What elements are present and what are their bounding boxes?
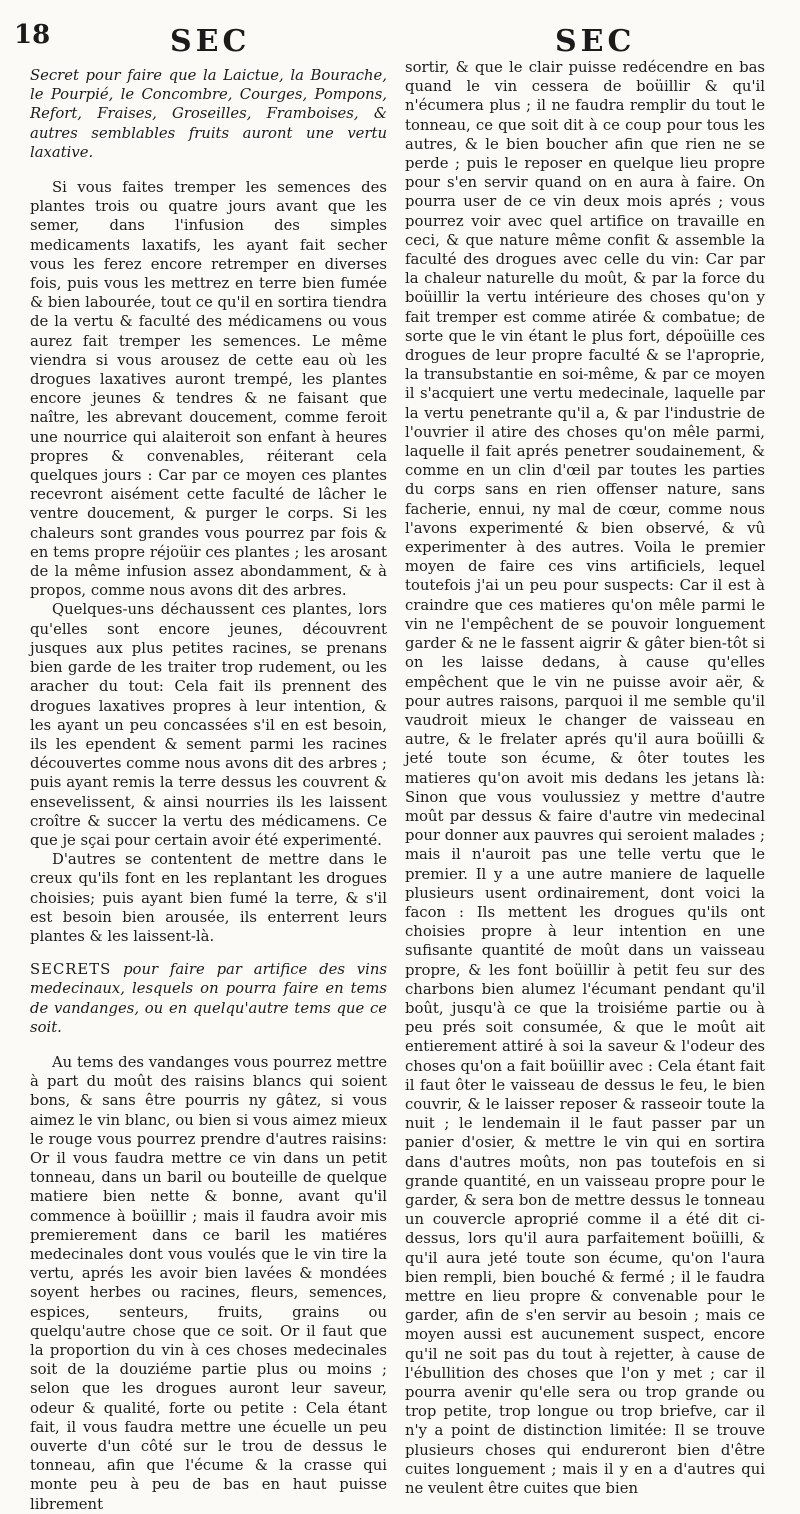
- section-heading-medicinal-wines: [30, 960, 387, 1037]
- paragraph: D'autres se contentent de mettre dans le creux qu'ils font en les replantant les drogues choisies; puis ayant bien fumé la terre, & s'il est besoin bien arousée, ils enterrent leurs plantes & les laissent-là.: [30, 851, 387, 945]
- right-column: [405, 58, 765, 1498]
- paragraph: sortir, & que le clair puisse redécendre en bas quand le vin cessera de boüillir & qu'il n'écumera plus ; il ne faudra remplir du tout le tonneau, ce que soit dit à ce coup pour tous les autres, & le bien boucher afin que rien ne se perde ; puis le reposer en quelque lieu propre pour s'en servir quand on en aura à faire. On pourra user de ce vin deux mois aprés ; vous pourrez voir avec quel artifice on travaille en ceci, & que nature même confit & assemble la faculté des drogues avec celle du vin: Car par la chaleur naturelle du moût, & par la force du boüillir la vertu intérieure des choses qu'on y fait tremper est comme atirée & combatue; de sorte que le vin étant le plus fort, dépoüille ces drogues de leur propre faculté & se l'aproprie, la transubstantie en soi-même, & par ce moyen il s'acquiert une vertu medecinale, laquelle par la vertu penetrante qu'il a, & par l'industrie de l'ouvrier il atire des choses qu'on mêle parmi, laquelle il fait aprés penetrer soudainement, & comme en un clin d'œil par toutes les parties du corps sans en rien offenser nature, sans facherie, ennui, ny mal de cœur, comme nous l'avons experimenté & bien observé, & vû experimenter à des autres. Voila le premier moyen de faire ces vins artificiels, lequel toutefois j'ai un peu pour suspects: Car il est à craindre que ces matieres qu'on mêle parmi le vin ne l'empêchent de se pouvoir longuement garder & ne le fassent aigrir & gâter bien-tôt si on les laisse dedans, à cause qu'elles empêchent que le vin ne puisse avoir aër, & pour autres raisons, parquoi il me semble qu'il vaudroit mieux le changer de vaisseau en autre, & le frelater aprés qu'il aura boüilli & jeté toute son écume, & ôter toutes les matieres qu'on avoit mis dedans les jetans là: Sinon que vous voulussiez y mettre d'autre moût par dessus & faire d'autre vin medecinal pour donner aux pauvres qui seroient malades ; mais il n'auroit pas une telle vertu que le premier. Il y a une autre maniere de laquelle plusieurs usent ordinairement, dont voici la facon : Ils mettent les drogues qu'ils ont choisies propre à leur intention en une sufisante quantité de moût dans un vaisseau propre, & les font boüillir à petit feu sur des charbons bien alumez l'écumant pendant qu'il boût, jusqu'à ce que la troisiéme partie ou à peu prés soit consumée, & que le moût ait entierement attiré à soi la saveur & l'odeur des choses qu'on a fait boüillir avec : Cela étant fait il faut ôter le vaisseau de dessus le feu, le bien couvrir, & le laisser reposer & rasseoir toute la nuit ; le lendemain il le faut passer par un panier d'osier, & mettre le vin qui en sortira dans d'autres moûts, non pas toutefois en si grande quantité, en un vaisseau propre pour le garder, & sera bon de mettre dessus le tonneau un couvercle aproprié comme il a été dit ci-dessus, lors qu'il aura parfaitement boüilli, & qu'il aura jeté toute son écume, qu'on l'aura bien rempli, bien bouché & fermé ; il le faudra mettre en lieu propre & convenable pour le garder, afin de s'en servir au besoin ; mais ce moyen aussi est aucunement suspect, encore qu'il ne soit pas du tout à rejetter, à cause de l'ébullition des choses que l'on y met ; car il pourra avenir qu'elle sera ou trop grande ou trop petite, trop longue ou trop briefve, car il n'y a point de distinction limitée: Il se trouve plusieurs choses qui endureront bien d'être cuites longuement ; mais il y en a d'autres qui ne veulent être cuites que bien: [405, 59, 765, 1498]
- paragraph: Si vous faites tremper les semences des plantes trois ou quatre jours avant que les semer, dans l'infusion des simples medicaments laxatifs, les ayant fait secher vous les ferez encore retremper en diverses fois, puis vous les mettrez en terre bien fumée & bien labourée, tout ce qu'il en sortira tiendra de la vertu & faculté des médicamens ou vous aurez fait tremper les semences. Le même viendra si vous arousez de cette eau où les drogues laxatives auront trempé, les plantes encore jeunes & tendres & ne faisant que naître, les abrevant doucement, comme feroit une nourrice qui alaiteroit son enfant à heures propres & convenables, réiterant cela quelques jours : Car par ce moyen ces plantes recevront aisément cette faculté de lâcher le ventre doucement, & purger le corps. Si les chaleurs sont grandes vous pourrez par fois & en tems propre réjoüir ces plantes ; les arosant de la même infusion assez abondamment, & à propos, comme nous avons dit des arbres.: [30, 179, 387, 600]
- heading-caps: SECRETS: [30, 961, 112, 979]
- section-heading-laxative-plants: Secret pour faire que la Laictue, la Bourache, le Pourpié, le Concombre, Courges, Pompons, Refort, Fraises, Groseilles, Framboises, & autres semblables fruits auront une vertu laxative.: [30, 67, 387, 161]
- heading-rest: pour faire par artifice des vins medecinaux, lesquels on pourra faire en tems de vandanges, ou en quelqu'autre tems que ce soit.: [30, 961, 387, 1036]
- left-column: [30, 66, 387, 1513]
- paragraph: Au tems des vandanges vous pourrez mettre à part du moût des raisins blancs qui soient bons, & sans être pourris ny gâtez, si vous aimez le vin blanc, ou bien si vous aimez mieux le rouge vous pourrez prendre d'autres raisins: Or il vous faudra mettre ce vin dans un petit tonneau, dans un baril ou bouteille de quelque matiere bien nette & bonne, avant qu'il commence à boüillir ; mais il faudra avoir mis premierement dans ce baril les matiéres medecinales dont vous voulés que le vin tire la vertu, aprés les avoir bien lavées & mondées soyent herbes ou racines, fleurs, semences, espices, senteurs, fruits, grains ou quelqu'autre chose que ce soit. Or il faut que la proportion du vin à ces choses medecinales soit de la douziéme partie plus ou moins ; selon que les drogues auront leur saveur, odeur & qualité, forte ou petite : Cela étant fait, il vous faudra mettre une écuelle un peu ouverte d'un côté sur le trou de dessus le tonneau, afin que l'écume & la crasse qui monte peu à peu de bas en haut puisse librement: [30, 1053, 387, 1513]
- right-running-head: SEC: [555, 24, 636, 59]
- page-number: 18: [14, 20, 51, 50]
- paragraph: Quelques-uns déchaussent ces plantes, lors qu'elles sont encore jeunes, découvrent jusques aux plus petites racines, se prenans bien garde de les traiter trop rudement, ou les aracher du tout: Cela fait ils prennent des drogues laxatives propres à leur intention, & les ayant un peu concassées s'il en est besoin, ils les ependent & sement parmi les racines découvertes comme nous avons dit des arbres ; puis ayant remis la terre dessus les couvrent & ensevelissent, & ainsi nourries ils les laissent croître & succer la vertu des médicamens. Ce que je sçai pour certain avoir été experimenté.: [30, 601, 387, 849]
- left-running-head: SEC: [170, 24, 251, 59]
